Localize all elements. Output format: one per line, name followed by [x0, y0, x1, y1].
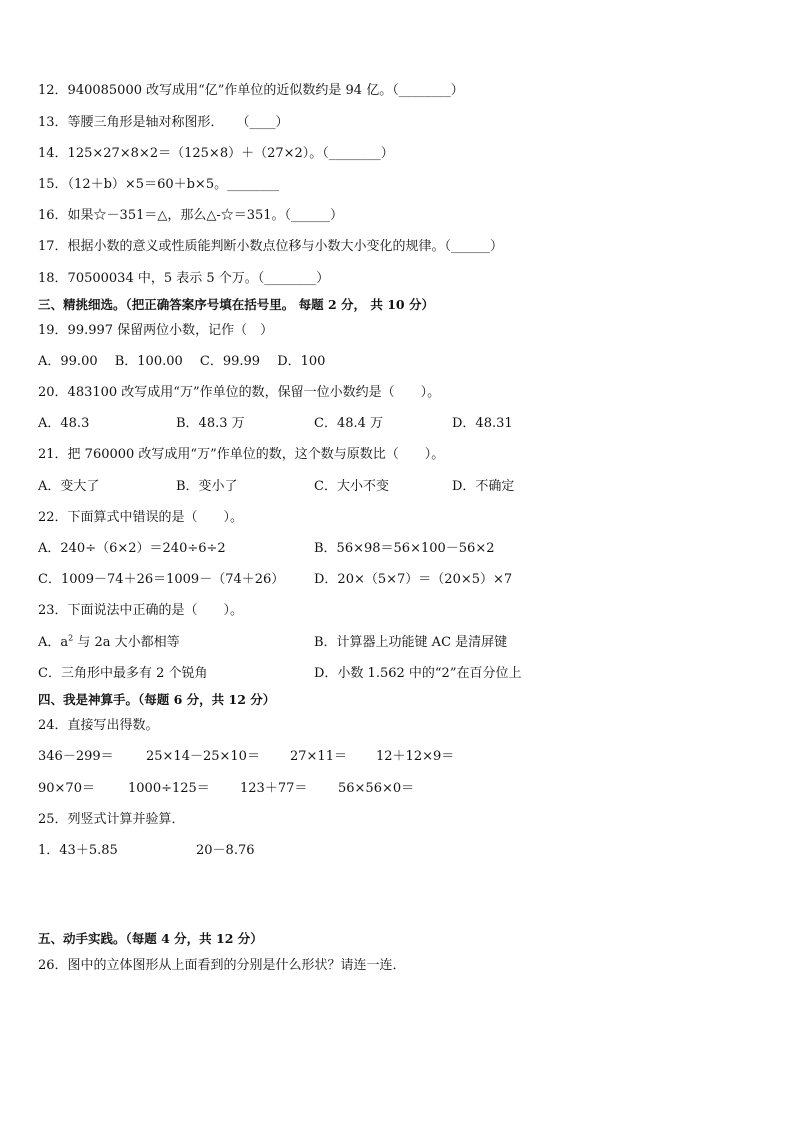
q20-option-a: A．48.3	[38, 416, 90, 431]
q21-option-b: B．变小了	[176, 479, 238, 494]
q14: 14．125×27×8×2＝（125×8）＋（27×2）。（________）	[38, 146, 394, 161]
section-4-heading: 四、我是神算手。（每题 6 分，共 12 分）	[38, 692, 276, 707]
q24: 24．直接写出得数。	[38, 718, 159, 733]
q24-item: 346－299＝	[38, 749, 114, 764]
q23-option-b: B．计算器上功能键 AC 是清屏键	[314, 635, 508, 650]
q21-option-d: D．不确定	[452, 479, 515, 494]
q17: 17．根据小数的意义或性质能判断小数点位移与小数大小变化的规律。（______）	[38, 239, 504, 254]
q20: 20．483100 改写成用“万”作单位的数，保留一位小数约是（ ）。	[38, 385, 441, 400]
q23-option-a-sup: 2	[68, 633, 74, 643]
q19-options: A．99.00 B．100.00 C．99.99 D．100	[38, 354, 326, 369]
q22-option-d: D．20×（5×7）＝（20×5）×7	[314, 572, 513, 587]
section-5-heading: 五、动手实践。（每题 4 分，共 12 分）	[38, 931, 263, 946]
q25-item: 20－8.76	[196, 843, 255, 858]
q19: 19．99.997 保留两位小数，记作（ ）	[38, 323, 274, 338]
q22-option-c: C．1009－74＋26＝1009－（74＋26）	[38, 572, 285, 587]
q25-item: 1．43＋5.85	[38, 843, 118, 858]
q24-item: 56×56×0＝	[338, 781, 415, 796]
q16: 16．如果☆－351＝△，那么△-☆＝351。（______）	[38, 208, 344, 223]
q23-option-a-post: 与 2a 大小都相等	[73, 635, 180, 650]
q13: 13．等腰三角形是轴对称图形． （____）	[38, 115, 289, 130]
q23-option-a	[38, 635, 180, 651]
q24-item: 123＋77＝	[240, 781, 308, 796]
q23-option-a-pre: A．a	[38, 635, 69, 650]
q22-option-b: B．56×98＝56×100－56×2	[314, 541, 495, 556]
q23: 23．下面说法中正确的是（ ）。	[38, 603, 244, 618]
q21-option-c: C．大小不变	[314, 479, 389, 494]
q22-option-a: A．240÷（6×2）＝240÷6÷2	[38, 541, 226, 556]
q24-item: 27×11＝	[290, 749, 347, 764]
q26: 26．图中的立体图形从上面看到的分别是什么形状？请连一连．	[38, 958, 406, 973]
q23-option-d: D．小数 1.562 中的“2”在百分位上	[314, 666, 522, 681]
section-3-heading: 三、精挑细选。（把正确答案序号填在括号里。 每题 2 分， 共 10 分）	[38, 297, 434, 312]
q20-option-b: B．48.3 万	[176, 416, 245, 431]
q25: 25．列竖式计算并验算．	[38, 812, 185, 827]
q12: 12．940085000 改写成用“亿”作单位的近似数约是 94 亿。（________）	[38, 83, 464, 98]
q20-option-c: C．48.4 万	[314, 416, 384, 431]
q24-item: 90×70＝	[38, 781, 95, 796]
q24-item: 25×14－25×10＝	[146, 749, 260, 764]
q23-option-c: C．三角形中最多有 2 个锐角	[38, 666, 208, 681]
q22: 22．下面算式中错误的是（ ）。	[38, 510, 244, 525]
q15: 15．（12＋b）×5＝60＋b×5。________	[38, 177, 280, 192]
q18: 18．70500034 中，5 表示 5 个万。（________）	[38, 271, 330, 286]
q21-option-a: A．变大了	[38, 479, 100, 494]
q20-option-d: D．48.31	[452, 416, 513, 431]
q21: 21．把 760000 改写成用“万”作单位的数，这个数与原数比（ ）。	[38, 447, 445, 462]
q24-item: 1000÷125＝	[128, 781, 210, 796]
q24-item: 12＋12×9＝	[376, 749, 455, 764]
